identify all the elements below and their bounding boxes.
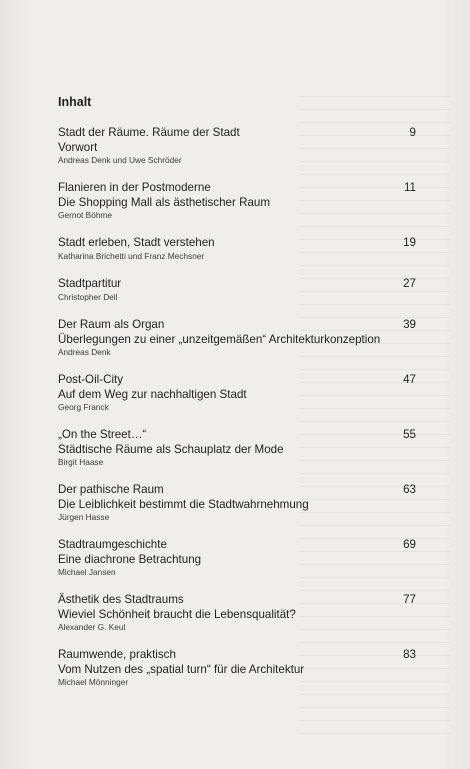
- toc-entry: [58, 126, 416, 181]
- entry-page-number: 55: [403, 428, 416, 441]
- entry-title: Post-Oil-City: [58, 373, 124, 386]
- toc-heading: Inhalt: [58, 95, 92, 109]
- entry-author: Andreas Denk: [58, 347, 111, 357]
- entry-author: Georg Franck: [58, 402, 109, 412]
- entry-author: Michael Jansen: [58, 567, 116, 577]
- entry-subtitle: Überlegungen zu einer „unzeitgemäßen“ Architekturkonzeption: [58, 332, 381, 346]
- entry-page-number: 27: [403, 277, 416, 290]
- toc-entry: [58, 428, 416, 483]
- entry-page-number: 47: [403, 373, 416, 386]
- entry-subtitle: Auf dem Weg zur nachhaltigen Stadt: [58, 387, 247, 401]
- entry-page-number: 63: [403, 483, 416, 496]
- entry-author: Birgit Haase: [58, 457, 104, 467]
- entry-title: Der Raum als Organ: [58, 318, 165, 331]
- toc-entry: [58, 277, 416, 318]
- entry-subtitle: Die Leiblichkeit bestimmt die Stadtwahrnehmung: [58, 497, 309, 511]
- entry-page-number: 9: [409, 126, 416, 139]
- entry-subtitle: Eine diachrone Betrachtung: [58, 552, 202, 566]
- toc-entry: [58, 373, 416, 428]
- entry-title: Stadt erleben, Stadt verstehen: [58, 236, 215, 249]
- entry-page-number: 19: [403, 236, 416, 249]
- entry-author: Jürgen Hasse: [58, 512, 110, 522]
- toc-entry: [58, 483, 416, 538]
- toc-entry: [58, 648, 416, 703]
- entry-subtitle: Die Shopping Mall als ästhetischer Raum: [58, 195, 271, 209]
- entry-author: Gernot Böhme: [58, 210, 112, 220]
- entry-title: Flanieren in der Postmoderne: [58, 181, 211, 194]
- entry-page-number: 69: [403, 538, 416, 551]
- entry-subtitle: Städtische Räume als Schauplatz der Mode: [58, 442, 284, 456]
- entry-author: Christopher Dell: [58, 291, 118, 302]
- toc-entry: [58, 181, 416, 236]
- entry-title: Stadt der Räume. Räume der Stadt: [58, 126, 240, 139]
- entry-title: Stadtpartitur: [58, 277, 122, 290]
- entry-subtitle: Wieviel Schönheit braucht die Lebensqualität?: [58, 607, 296, 621]
- entry-title: Raumwende, praktisch: [58, 648, 176, 661]
- entry-author: Andreas Denk und Uwe Schröder: [58, 155, 182, 165]
- entry-page-number: 11: [403, 181, 416, 194]
- entry-author: Katharina Brichetti und Franz Mechsner: [58, 250, 205, 261]
- entry-page-number: 77: [403, 593, 416, 606]
- entry-page-number: 39: [403, 318, 416, 331]
- entry-title: Ästhetik des Stadtraums: [58, 593, 184, 606]
- entry-subtitle: Vorwort: [58, 140, 98, 154]
- toc-entry: [58, 593, 416, 648]
- entry-subtitle: Vom Nutzen des „spatial turn“ für die Architektur: [58, 662, 305, 676]
- entry-title: „On the Street…“: [58, 428, 147, 441]
- entry-author: Alexander G. Keul: [58, 622, 126, 632]
- entry-title: Der pathische Raum: [58, 483, 164, 496]
- table-of-contents: [58, 126, 416, 703]
- toc-entry: [58, 236, 416, 277]
- entry-page-number: 83: [403, 648, 416, 661]
- toc-entry: [58, 318, 416, 373]
- entry-title: Stadtraumgeschichte: [58, 538, 167, 551]
- entry-author: Michael Mönninger: [58, 677, 129, 687]
- toc-entry: [58, 538, 416, 593]
